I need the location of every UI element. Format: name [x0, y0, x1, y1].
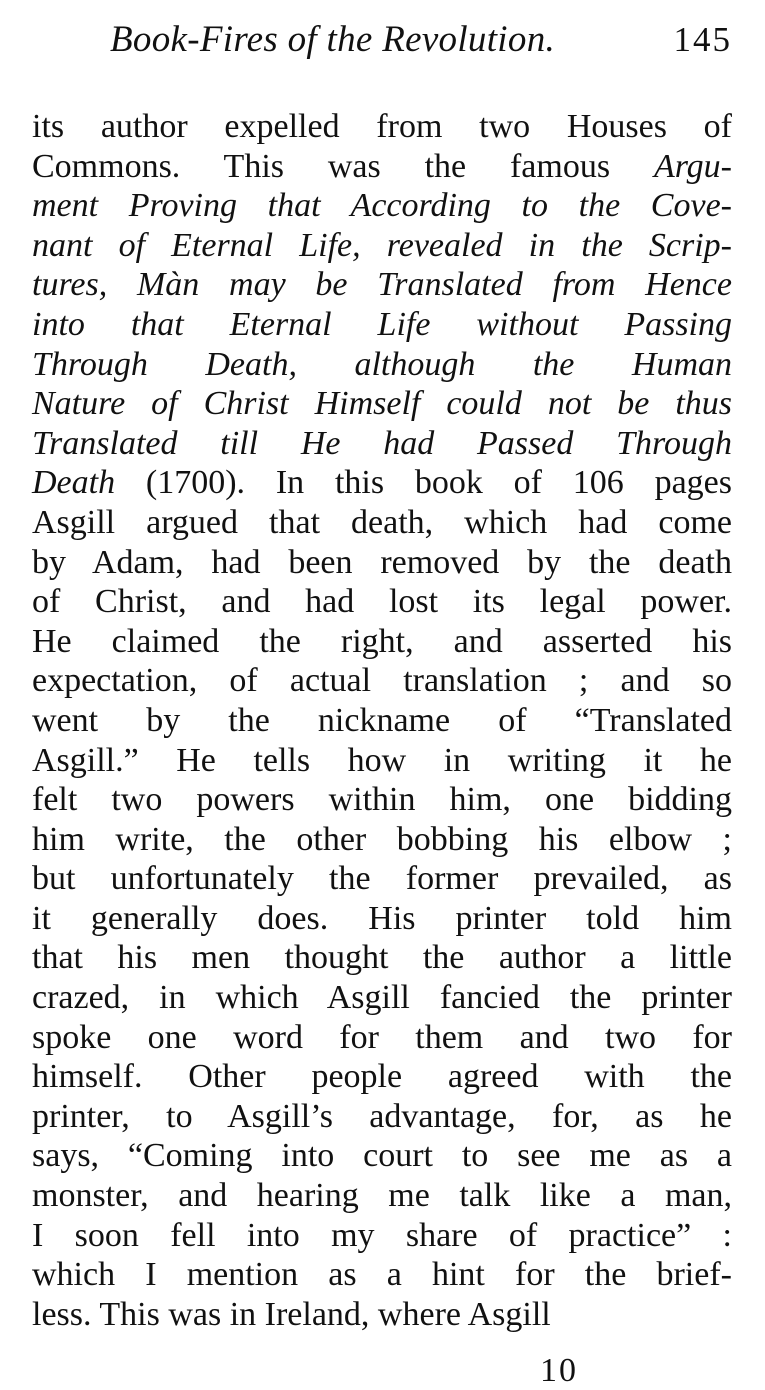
- text-segment: less. This was in Ireland, where Asgill: [32, 1295, 551, 1333]
- text-segment: by Adam, had been removed by the death: [32, 543, 732, 581]
- text-line: [32, 265, 732, 305]
- text-line: [32, 543, 732, 583]
- text-line: [32, 1057, 732, 1097]
- text-line: [32, 186, 732, 226]
- running-header: [110, 18, 732, 78]
- text-line: [32, 938, 732, 978]
- text-line: [32, 305, 732, 345]
- text-line: [32, 226, 732, 266]
- italic-text-segment: Argu-: [653, 147, 732, 185]
- text-line: [32, 384, 732, 424]
- italic-text-segment: ment Proving that According to the Cove-: [32, 187, 732, 225]
- text-segment: Commons. This was the famous: [32, 147, 654, 185]
- italic-text-segment: nant of Eternal Life, revealed in the Scrip-: [32, 226, 732, 264]
- text-segment: monster, and hearing me talk like a man,: [32, 1177, 732, 1215]
- text-segment: I soon fell into my share of practice” :: [32, 1216, 732, 1254]
- page-number: 145: [673, 20, 732, 59]
- text-segment: went by the nickname of “Translated: [32, 701, 732, 739]
- italic-text-segment: Death: [32, 464, 116, 502]
- text-line: [32, 424, 732, 464]
- text-line: [32, 1176, 732, 1216]
- text-line: [32, 1018, 732, 1058]
- text-line: [32, 899, 732, 939]
- text-segment: it generally does. His printer told him: [32, 899, 732, 937]
- text-line: [32, 741, 732, 781]
- text-line: [32, 1097, 732, 1137]
- text-line: [32, 463, 732, 503]
- text-line: [32, 147, 732, 187]
- text-segment: which I mention as a hint for the brief-: [32, 1256, 732, 1294]
- text-line: [32, 978, 732, 1018]
- body-text: [32, 107, 732, 1334]
- text-segment: that his men thought the author a little: [32, 939, 732, 977]
- text-line: [32, 780, 732, 820]
- italic-text-segment: into that Eternal Life without Passing: [32, 305, 732, 343]
- italic-text-segment: Through Death, although the Human: [32, 345, 732, 383]
- text-line: [32, 1295, 732, 1335]
- text-segment: him write, the other bobbing his elbow ;: [32, 820, 732, 858]
- text-segment: He claimed the right, and asserted his: [32, 622, 732, 660]
- text-segment: Asgill.” He tells how in writing it he: [32, 741, 732, 779]
- text-line: [32, 820, 732, 860]
- text-segment: felt two powers within him, one bidding: [32, 781, 732, 819]
- text-segment: its author expelled from two Houses of: [32, 108, 732, 145]
- text-segment: of Christ, and had lost its legal power.: [32, 583, 732, 621]
- italic-text-segment: Translated till He had Passed Through: [32, 424, 732, 462]
- text-segment: printer, to Asgill’s advantage, for, as he: [32, 1097, 732, 1135]
- text-line: [32, 1136, 732, 1176]
- italic-text-segment: Nature of Christ Himself could not be thus: [32, 385, 732, 423]
- text-segment: says, “Coming into court to see me as a: [32, 1137, 732, 1175]
- italic-text-segment: tures, Màn may be Translated from Hence: [32, 266, 732, 304]
- text-line: [32, 622, 732, 662]
- text-segment: himself. Other people agreed with the: [32, 1058, 732, 1096]
- text-segment: (1700). In this book of 106 pages: [115, 464, 732, 502]
- text-line: [32, 859, 732, 899]
- text-line: [32, 345, 732, 385]
- text-line: [32, 1255, 732, 1295]
- text-line: [32, 701, 732, 741]
- text-line: [32, 503, 732, 543]
- text-segment: but unfortunately the former prevailed, as: [32, 860, 732, 898]
- text-segment: spoke one word for them and two for: [32, 1018, 732, 1056]
- running-head-title: Book-Fires of the Revolution.: [110, 19, 556, 60]
- text-segment: Asgill argued that death, which had come: [32, 503, 732, 541]
- text-line: [32, 661, 732, 701]
- text-line: [32, 1216, 732, 1256]
- text-segment: crazed, in which Asgill fancied the printer: [32, 979, 732, 1017]
- text-segment: expectation, of actual translation ; and so: [32, 662, 732, 700]
- text-line: [32, 107, 732, 147]
- signature-mark: 10: [540, 1352, 578, 1389]
- text-line: [32, 582, 732, 622]
